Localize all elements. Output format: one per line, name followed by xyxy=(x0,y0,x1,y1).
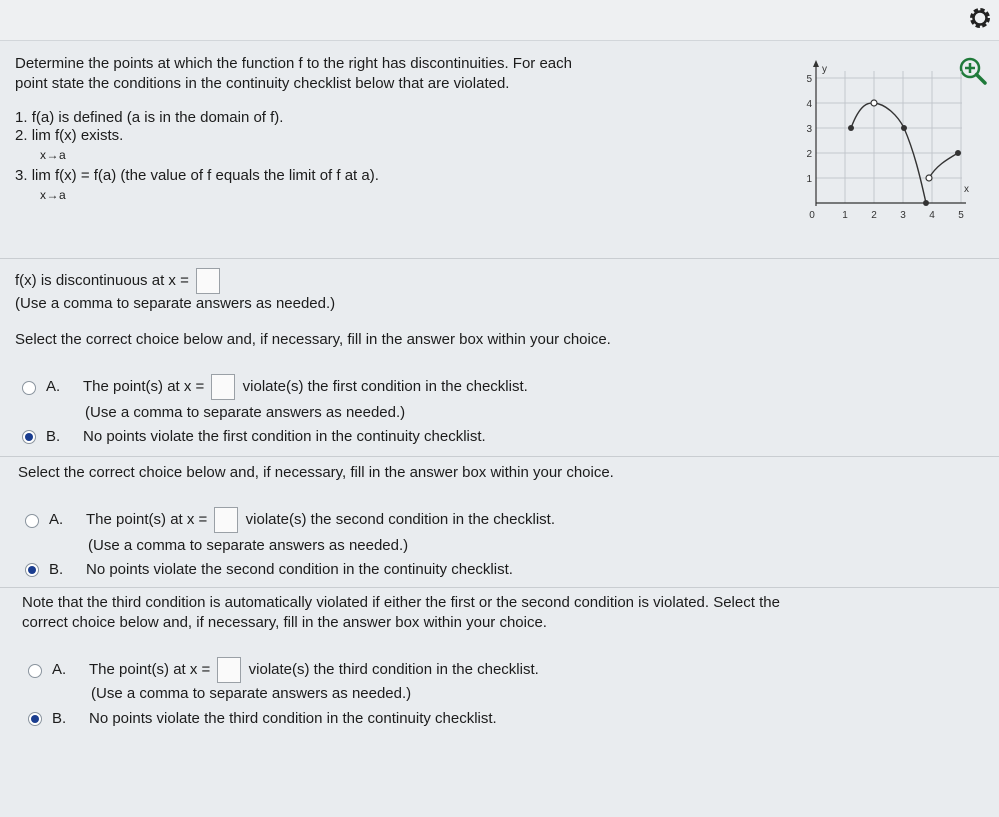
q2-choice-b-letter: B. xyxy=(49,561,64,578)
condition-2-number: 2. xyxy=(15,127,28,144)
select-prompt-2: Select the correct choice below and, if necessary, fill in the answer box within your choice. xyxy=(18,464,614,481)
condition-3 xyxy=(15,167,379,184)
q1-radio-b[interactable] xyxy=(22,430,36,444)
q2-choice-b-text: No points violate the second condition in the continuity checklist. xyxy=(86,561,513,578)
q1-choice-a xyxy=(83,374,528,400)
graph-grid xyxy=(816,71,962,203)
q1-choice-b-text: No points violate the first condition in the continuity checklist. xyxy=(83,428,486,445)
y-axis-arrow xyxy=(813,60,819,67)
problem-line-1: Determine the points at which the function f to the right has discontinuities. For each xyxy=(15,55,572,72)
q3-choice-a-text-pre: The point(s) at x = xyxy=(89,660,211,678)
curve-segment-1 xyxy=(851,103,904,128)
section-divider xyxy=(0,258,999,259)
q3-choice-b-letter: B. xyxy=(52,710,67,727)
q1-choice-b-letter: B. xyxy=(46,428,61,445)
note-line-2: correct choice below and, if necessary, fill in the answer box within your choice. xyxy=(22,614,547,631)
curve-segment-3 xyxy=(929,153,958,178)
discontinuity-hint: (Use a comma to separate answers as needed.) xyxy=(15,295,336,312)
q3-choice-b-text: No points violate the third condition in the continuity checklist. xyxy=(89,710,497,727)
y-axis-label: y xyxy=(822,64,827,75)
condition-1-text: f(a) is defined (a is in the domain of f). xyxy=(31,109,284,126)
q1-choice-a-text-post: violate(s) the first condition in the checklist. xyxy=(242,377,528,395)
q1-choice-a-letter: A. xyxy=(46,378,61,395)
discontinuity-prompt: f(x) is discontinuous at x = xyxy=(15,271,189,289)
condition-2-text: lim f(x) exists. xyxy=(31,127,124,144)
y-tick-label: 2 xyxy=(806,149,812,160)
condition-2-subscript: x→a xyxy=(40,148,67,162)
q3-radio-a[interactable] xyxy=(28,664,42,678)
section-divider xyxy=(0,456,999,457)
condition-3-text: lim f(x) = f(a) (the value of f equals the limit of f at a). xyxy=(31,167,379,184)
y-tick-label: 5 xyxy=(806,74,812,85)
y-tick-label: 3 xyxy=(806,124,812,135)
x-tick-label: 3 xyxy=(900,210,906,221)
q2-choice-a-letter: A. xyxy=(49,511,64,528)
x-tick-label: 4 xyxy=(929,210,935,221)
discontinuity-answer-box[interactable] xyxy=(196,268,220,294)
discontinuity-answer-row xyxy=(15,268,223,294)
condition-1 xyxy=(15,109,283,126)
q3-radio-b[interactable] xyxy=(28,712,42,726)
open-point xyxy=(871,100,877,106)
open-point xyxy=(926,175,932,181)
y-tick-label: 1 xyxy=(806,174,812,185)
top-toolbar xyxy=(0,0,999,41)
curve-segment-2 xyxy=(904,128,926,203)
q2-choice-a-hint: (Use a comma to separate answers as needed.) xyxy=(88,537,409,554)
q3-answer-box[interactable] xyxy=(217,657,241,683)
y-tick-label: 4 xyxy=(806,99,812,110)
problem-line-2: point state the conditions in the continuity checklist below that are violated. xyxy=(15,75,510,92)
condition-1-number: 1. xyxy=(15,109,28,126)
closed-point xyxy=(923,200,929,206)
select-prompt-1: Select the correct choice below and, if necessary, fill in the answer box within your choice. xyxy=(15,331,611,348)
x-tick-label: 5 xyxy=(958,210,964,221)
q2-radio-b[interactable] xyxy=(25,563,39,577)
condition-2 xyxy=(15,127,123,144)
condition-3-subscript: x→a xyxy=(40,188,67,202)
note-line-1: Note that the third condition is automatically violated if either the first or the second condition is violated. Select the xyxy=(22,594,780,611)
x-tick-label: 0 xyxy=(809,210,815,221)
gear-icon[interactable] xyxy=(966,4,994,32)
q2-answer-box[interactable] xyxy=(214,507,238,533)
q1-choice-a-hint: (Use a comma to separate answers as needed.) xyxy=(85,404,406,421)
q1-choice-a-text-pre: The point(s) at x = xyxy=(83,377,205,395)
q3-choice-a-letter: A. xyxy=(52,661,67,678)
q3-choice-a-hint: (Use a comma to separate answers as needed.) xyxy=(91,685,412,702)
q2-choice-a-text-pre: The point(s) at x = xyxy=(86,510,208,528)
q3-choice-a xyxy=(89,657,539,683)
x-tick-label: 2 xyxy=(871,210,877,221)
q1-answer-box[interactable] xyxy=(211,374,235,400)
x-axis-label: x xyxy=(964,184,969,195)
function-graph xyxy=(786,56,976,236)
q2-choice-a xyxy=(86,507,555,533)
problem-statement xyxy=(15,54,755,94)
closed-point xyxy=(848,125,854,131)
q2-radio-a[interactable] xyxy=(25,514,39,528)
q3-choice-a-text-post: violate(s) the third condition in the checklist. xyxy=(248,660,539,678)
closed-point xyxy=(955,150,961,156)
condition-3-number: 3. xyxy=(15,167,28,184)
section-divider xyxy=(0,587,999,588)
q2-choice-a-text-post: violate(s) the second condition in the checklist. xyxy=(245,510,555,528)
x-tick-label: 1 xyxy=(842,210,848,221)
q1-radio-a[interactable] xyxy=(22,381,36,395)
closed-point xyxy=(901,125,907,131)
